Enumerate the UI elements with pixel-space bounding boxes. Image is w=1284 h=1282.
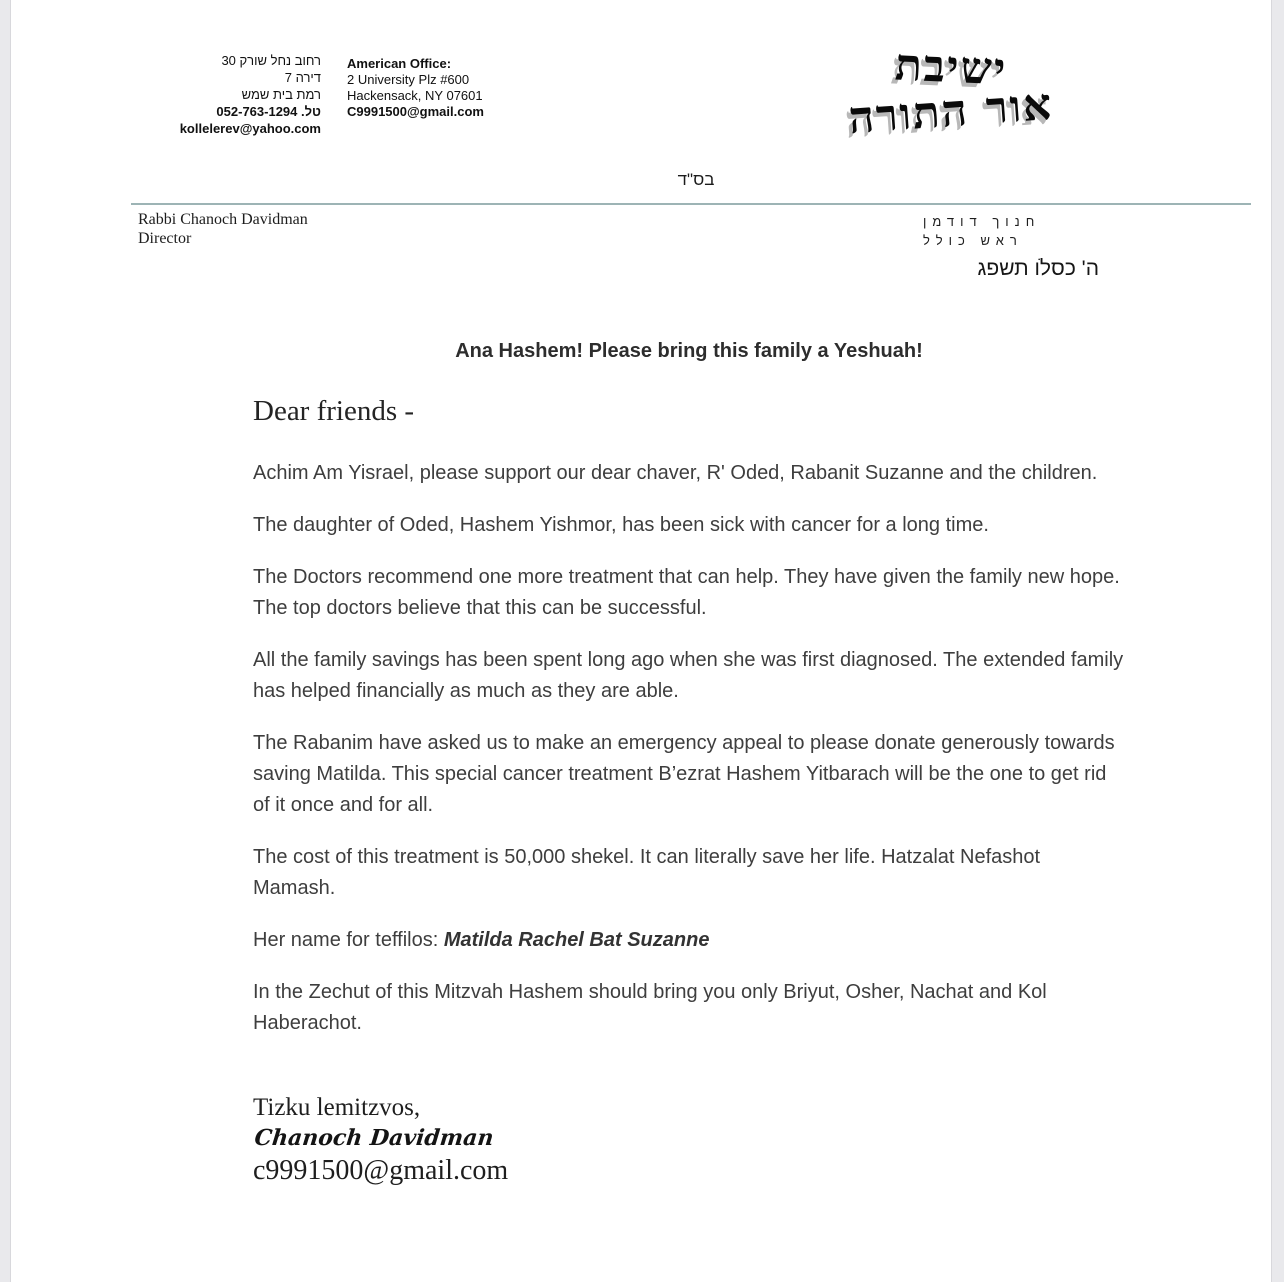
- american-office-title: American Office:: [347, 56, 452, 71]
- header-divider: [131, 203, 1251, 205]
- paragraph: In the Zechut of this Mitzvah Hashem should bring you only Briyut, Osher, Nachat and Kol Haberachot.: [253, 981, 1047, 1034]
- israel-address-line: רחוב נחל שורק 30: [221, 53, 321, 68]
- sender-english-block: [138, 210, 308, 248]
- paragraph: All the family savings has been spent long ago when she was first diagnosed. The extended family has helped financially as much as they are able.: [253, 649, 1124, 702]
- letter-body: [253, 340, 1125, 1189]
- paragraph: The Rabanim have asked us to make an emergency appeal to please donate generously towards saving Matilda. This special cancer treatment B’ezrat Hashem Yitbarach will be the one to get rid of it once and for all.: [253, 732, 1115, 816]
- signature-email: c9991500@gmail.com: [253, 1155, 509, 1186]
- israel-address-line: דירה 7: [284, 70, 321, 85]
- signature-closing: Tizku lemitzvos,: [253, 1094, 421, 1121]
- sender-hebrew-block: [923, 212, 1183, 250]
- yeshiva-logo-line1: ישיבת: [893, 39, 1009, 96]
- israel-address-line: רמת בית שמש: [241, 87, 321, 102]
- american-address-line: Hackensack, NY 07601: [347, 88, 483, 103]
- letter-page: [10, 0, 1272, 1282]
- besd-text: בס"ד: [677, 170, 715, 189]
- paragraph: The Doctors recommend one more treatment that can help. They have given the family new hope. The top doctors believe that this can be successful.: [253, 566, 1120, 619]
- paragraph: The cost of this treatment is 50,000 shekel. It can literally save her life. Hatzalat Nefashot Mamash.: [253, 846, 1041, 899]
- signature-name: Chanoch Davidman: [253, 1125, 495, 1151]
- israel-phone: טל. 052-763-1294: [216, 104, 321, 119]
- paragraph: Achim Am Yisrael, please support our dear chaver, R' Oded, Rabanit Suzanne and the children.: [253, 462, 1098, 484]
- teffilos-line: [253, 925, 1125, 956]
- american-address-line: 2 University Plz #600: [347, 72, 470, 87]
- yeshiva-logo-line2: אור התורה: [847, 78, 1055, 145]
- sender-name: Rabbi Chanoch Davidman: [138, 211, 308, 228]
- american-office-block: [347, 56, 567, 120]
- signature-block: [253, 1092, 1125, 1189]
- paragraph: The daughter of Oded, Hashem Yishmor, has been sick with cancer for a long time.: [253, 514, 989, 536]
- appeal-headline: Ana Hashem! Please bring this family a Yeshuah!: [455, 340, 923, 362]
- sender-title: Director: [138, 230, 192, 247]
- hebrew-date: ה' כסלֹו תשפג: [977, 257, 1099, 280]
- american-email: C9991500@gmail.com: [347, 104, 484, 119]
- sender-name-hebrew: חנוך דודמן: [923, 214, 1041, 229]
- sender-title-hebrew: ראש כולל: [923, 233, 1023, 248]
- salutation: Dear friends -: [253, 395, 415, 427]
- yeshiva-logo: [751, 39, 1151, 145]
- teffilos-name: Matilda Rachel Bat Suzanne: [443, 929, 710, 951]
- israel-office-block: [151, 52, 321, 137]
- teffilos-label: Her name for teffilos:: [253, 929, 444, 951]
- israel-email: kollelerev@yahoo.com: [179, 121, 321, 136]
